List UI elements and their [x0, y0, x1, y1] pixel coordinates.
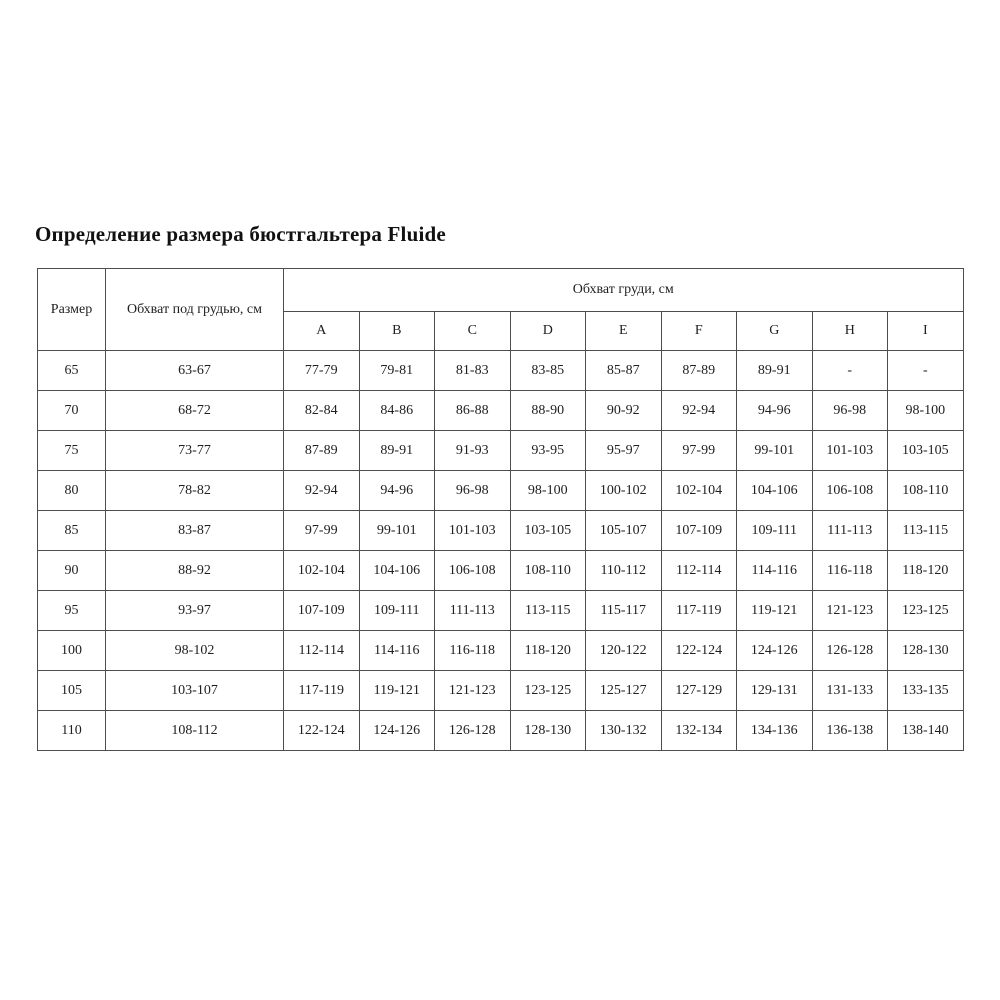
cup-range-cell: 104-106 [359, 551, 435, 591]
bust-group-header: Обхват груди, см [284, 269, 964, 312]
cup-range-cell: 105-107 [586, 511, 662, 551]
cup-column-header: A [284, 312, 360, 351]
cup-range-cell: 116-118 [435, 631, 511, 671]
cup-range-cell: 109-111 [359, 591, 435, 631]
cup-range-cell: 84-86 [359, 391, 435, 431]
cup-column-header: B [359, 312, 435, 351]
cup-range-cell: - [888, 351, 964, 391]
underbust-cell: 73-77 [106, 431, 284, 471]
cup-range-cell: 112-114 [661, 551, 737, 591]
cup-column-header: G [737, 312, 813, 351]
underbust-cell: 78-82 [106, 471, 284, 511]
cup-range-cell: 133-135 [888, 671, 964, 711]
cup-range-cell: 108-110 [888, 471, 964, 511]
underbust-cell: 83-87 [106, 511, 284, 551]
table-row [38, 471, 964, 511]
cup-range-cell: 97-99 [284, 511, 360, 551]
cup-range-cell: 123-125 [888, 591, 964, 631]
cup-range-cell: 103-105 [888, 431, 964, 471]
cup-range-cell: 96-98 [435, 471, 511, 511]
underbust-cell: 63-67 [106, 351, 284, 391]
cup-range-cell: 124-126 [737, 631, 813, 671]
cup-range-cell: 112-114 [284, 631, 360, 671]
cup-range-cell: 123-125 [510, 671, 586, 711]
cup-range-cell: 127-129 [661, 671, 737, 711]
cup-range-cell: 107-109 [661, 511, 737, 551]
cup-range-cell: 122-124 [284, 711, 360, 751]
cup-range-cell: 90-92 [586, 391, 662, 431]
table-row [38, 671, 964, 711]
cup-range-cell: 117-119 [661, 591, 737, 631]
size-cell: 65 [38, 351, 106, 391]
cup-range-cell: 106-108 [812, 471, 888, 511]
cup-range-cell: 81-83 [435, 351, 511, 391]
cup-range-cell: 87-89 [284, 431, 360, 471]
cup-range-cell: 92-94 [284, 471, 360, 511]
table-row [38, 431, 964, 471]
cup-column-header: E [586, 312, 662, 351]
cup-column-header: H [812, 312, 888, 351]
cup-range-cell: 121-123 [812, 591, 888, 631]
size-cell: 70 [38, 391, 106, 431]
cup-range-cell: 130-132 [586, 711, 662, 751]
cup-range-cell: 98-100 [510, 471, 586, 511]
cup-range-cell: 136-138 [812, 711, 888, 751]
cup-range-cell: 82-84 [284, 391, 360, 431]
size-cell: 100 [38, 631, 106, 671]
size-cell: 105 [38, 671, 106, 711]
size-cell: 95 [38, 591, 106, 631]
cup-range-cell: 92-94 [661, 391, 737, 431]
cup-range-cell: 126-128 [812, 631, 888, 671]
cup-range-cell: 134-136 [737, 711, 813, 751]
cup-range-cell: 104-106 [737, 471, 813, 511]
size-cell: 90 [38, 551, 106, 591]
cup-range-cell: 111-113 [812, 511, 888, 551]
cup-column-header: C [435, 312, 511, 351]
cup-range-cell: 85-87 [586, 351, 662, 391]
underbust-cell: 98-102 [106, 631, 284, 671]
size-cell: 85 [38, 511, 106, 551]
cup-range-cell: 102-104 [661, 471, 737, 511]
cup-range-cell: 95-97 [586, 431, 662, 471]
table-row [38, 351, 964, 391]
cup-range-cell: 94-96 [359, 471, 435, 511]
cup-range-cell: 86-88 [435, 391, 511, 431]
table-row [38, 391, 964, 431]
cup-range-cell: 131-133 [812, 671, 888, 711]
cup-range-cell: 96-98 [812, 391, 888, 431]
cup-range-cell: 116-118 [812, 551, 888, 591]
cup-range-cell: 91-93 [435, 431, 511, 471]
cup-range-cell: 108-110 [510, 551, 586, 591]
page-content [37, 222, 963, 751]
cup-range-cell: 114-116 [359, 631, 435, 671]
cup-range-cell: 118-120 [510, 631, 586, 671]
cup-range-cell: 103-105 [510, 511, 586, 551]
table-row [38, 591, 964, 631]
table-row [38, 631, 964, 671]
cup-range-cell: 79-81 [359, 351, 435, 391]
cup-range-cell: 115-117 [586, 591, 662, 631]
size-cell: 80 [38, 471, 106, 511]
cup-range-cell: 98-100 [888, 391, 964, 431]
cup-range-cell: 101-103 [812, 431, 888, 471]
cup-range-cell: 77-79 [284, 351, 360, 391]
page-title: Определение размера бюстгальтера Fluide [35, 222, 446, 246]
cup-range-cell: 124-126 [359, 711, 435, 751]
cup-range-cell: 118-120 [888, 551, 964, 591]
cup-range-cell: 102-104 [284, 551, 360, 591]
cup-range-cell: 113-115 [888, 511, 964, 551]
cup-range-cell: 113-115 [510, 591, 586, 631]
underbust-cell: 103-107 [106, 671, 284, 711]
cup-column-header: F [661, 312, 737, 351]
cup-range-cell: 128-130 [888, 631, 964, 671]
cup-range-cell: 114-116 [737, 551, 813, 591]
table-header [38, 269, 964, 351]
table-row [38, 551, 964, 591]
underbust-cell: 108-112 [106, 711, 284, 751]
cup-range-cell: 119-121 [359, 671, 435, 711]
cup-range-cell: 122-124 [661, 631, 737, 671]
cup-range-cell: 111-113 [435, 591, 511, 631]
table-row [38, 511, 964, 551]
cup-range-cell: - [812, 351, 888, 391]
cup-range-cell: 128-130 [510, 711, 586, 751]
cup-range-cell: 126-128 [435, 711, 511, 751]
cup-range-cell: 117-119 [284, 671, 360, 711]
size-cell: 75 [38, 431, 106, 471]
cup-range-cell: 106-108 [435, 551, 511, 591]
cup-range-cell: 110-112 [586, 551, 662, 591]
cup-range-cell: 121-123 [435, 671, 511, 711]
cup-range-cell: 125-127 [586, 671, 662, 711]
underbust-column-header: Обхват под грудью, см [106, 269, 284, 351]
cup-range-cell: 94-96 [737, 391, 813, 431]
size-column-header: Размер [38, 269, 106, 351]
underbust-cell: 68-72 [106, 391, 284, 431]
cup-range-cell: 101-103 [435, 511, 511, 551]
cup-range-cell: 120-122 [586, 631, 662, 671]
table-row [38, 711, 964, 751]
cup-range-cell: 99-101 [359, 511, 435, 551]
cup-range-cell: 88-90 [510, 391, 586, 431]
cup-range-cell: 93-95 [510, 431, 586, 471]
underbust-cell: 88-92 [106, 551, 284, 591]
cup-range-cell: 119-121 [737, 591, 813, 631]
cup-range-cell: 99-101 [737, 431, 813, 471]
cup-range-cell: 107-109 [284, 591, 360, 631]
cup-range-cell: 89-91 [359, 431, 435, 471]
cup-column-header: I [888, 312, 964, 351]
size-cell: 110 [38, 711, 106, 751]
table-body [38, 351, 964, 751]
cup-range-cell: 100-102 [586, 471, 662, 511]
underbust-cell: 93-97 [106, 591, 284, 631]
cup-range-cell: 89-91 [737, 351, 813, 391]
bra-size-table [37, 268, 964, 751]
cup-range-cell: 87-89 [661, 351, 737, 391]
cup-range-cell: 83-85 [510, 351, 586, 391]
cup-range-cell: 138-140 [888, 711, 964, 751]
cup-range-cell: 129-131 [737, 671, 813, 711]
cup-range-cell: 97-99 [661, 431, 737, 471]
cup-range-cell: 109-111 [737, 511, 813, 551]
cup-range-cell: 132-134 [661, 711, 737, 751]
cup-column-header: D [510, 312, 586, 351]
